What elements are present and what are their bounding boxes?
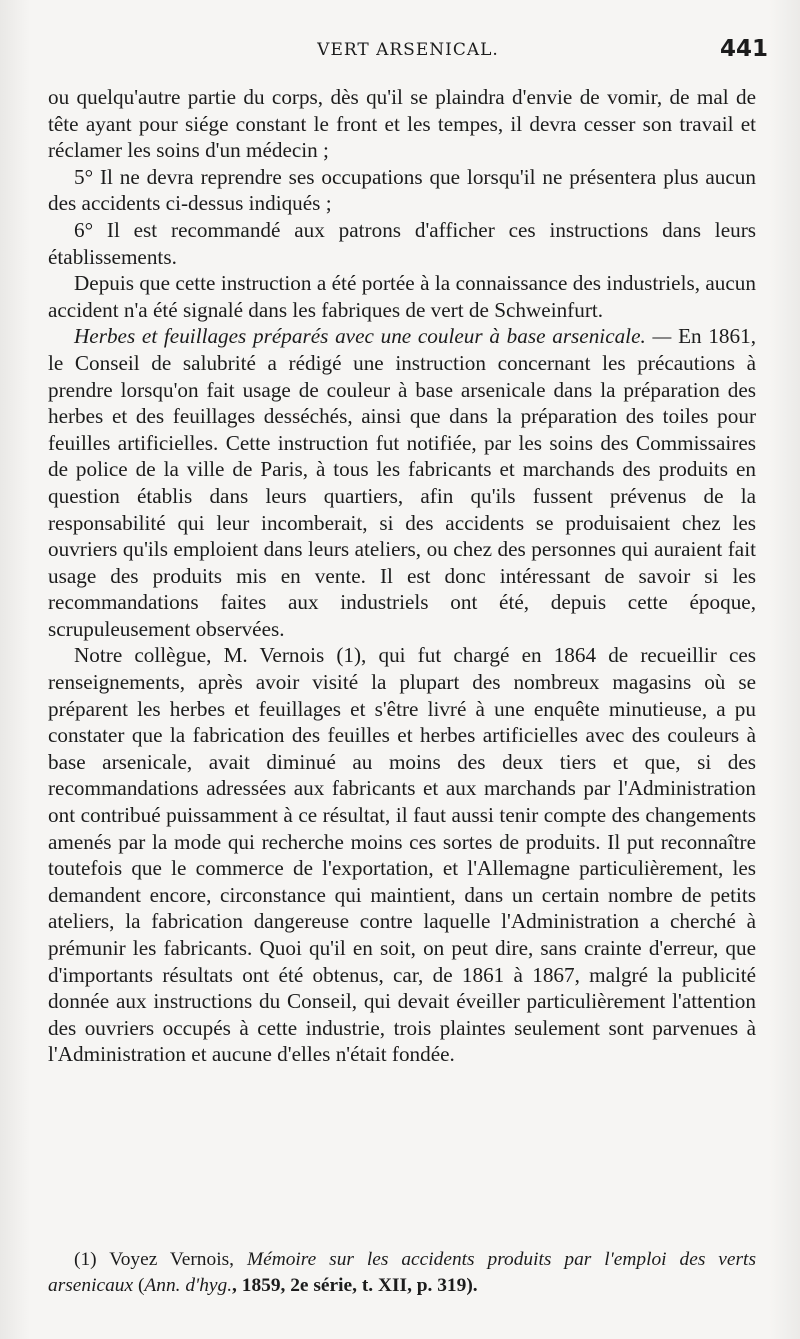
footnote-title: Mémoire sur les accidents produits par l'emploi des verts arsenicaux xyxy=(48,1249,756,1296)
paragraph: 5° Il ne devra reprendre ses occupations que lorsqu'il ne présentera plus aucun des accidents ci-dessus indiqués ; xyxy=(48,164,756,216)
footnote xyxy=(48,1247,756,1299)
footnote-details: , 1859, 2e série, t. XII, p. 319). xyxy=(232,1275,478,1296)
paragraph: Notre collègue, M. Vernois (1), qui fut chargé en 1864 de recueillir ces renseignements, après avoir visité la plupart des nombreux magasins où se préparent les herbes et feuillages et s'être livré à une enquête minutieuse, a pu constater que la fabrication des feuilles et herbes artificielles avec des couleurs à base arsenicale, avait diminué au moins des deux tiers et que, si des recommandations adressées aux fabricants et aux marchands par l'Administration ont contribué puissamment à ce résultat, il faut aussi tenir compte des changements amenés par la mode qui recherche moins ces sortes de produits. Il put reconnaître toutefois que le commerce de l'exportation, et l'Allemagne particulièrement, les demandent encore, circonstance qui maintient, dans un certain nombre de petits ateliers, la fabrication dangereuse contre laquelle l'Administration a cherché à prémunir les fabricants. Quoi qu'il en soit, on peut dire, sans crainte d'erreur, que d'importants résultats ont été obtenus, car, de 1861 à 1867, malgré la publicité donnée aux instructions du Conseil, qui devait éveiller particulièrement l'attention des ouvriers occupés à cette industrie, trois plaintes seulement sont parvenues à l'Administration et aucune d'elles n'était fondée. xyxy=(48,643,756,1067)
footnote-text xyxy=(48,1247,756,1299)
running-head xyxy=(48,36,768,68)
page-number: 441 xyxy=(719,36,768,62)
footnote-lead: (1) Voyez Vernois, xyxy=(74,1249,234,1270)
paragraph: Depuis que cette instruction a été portée à la connaissance des industriels, aucun accident n'a été signalé dans les fabriques de vert de Schweinfurt. xyxy=(48,271,756,322)
footnote-open: ( xyxy=(137,1275,145,1296)
section-text: En 1861, le Conseil de salubrité a rédigé une instruction concernant les précautions à prendre lorsqu'on fait usage de couleur à base arsenicale dans la préparation des herbes et des feuillages desséchés, ainsi que dans la préparation des toiles pour feuilles artificielles. Cette instruction fut notifiée, par les soins des Commissaires de police de la ville de Paris, à tous les fabricants et marchands des produits en question établis dans leurs quartiers, afin qu'ils fussent prévenus de la responsabilité qui leur incomberait, si des accidents se produisaient chez les ouvriers qu'ils emploient dans leurs ateliers, ou chez des personnes qui auraient fait usage des produits mis en vente. Il est donc intéressant de savoir si les recommandations faites aux industriels ont été, depuis cette époque, scrupuleusement observées. xyxy=(48,324,757,641)
footnote-journal: Ann. d'hyg. xyxy=(144,1275,233,1296)
section-title: Herbes et feuillages préparés avec une couleur à base arsenicale. — xyxy=(74,324,672,349)
running-title: VERT ARSENICAL. xyxy=(317,40,499,60)
paragraph: 6° Il est recommandé aux patrons d'afficher ces instructions dans leurs établissements. xyxy=(48,217,756,269)
paragraph xyxy=(48,323,756,642)
paragraph: ou quelqu'autre partie du corps, dès qu'il se plaindra d'envie de vomir, de mal de tête ayant pour siége constant le front et les tempes, il devra cesser son travail et réclamer les soins d'un médecin ; xyxy=(48,85,756,163)
body-text xyxy=(48,84,756,1068)
